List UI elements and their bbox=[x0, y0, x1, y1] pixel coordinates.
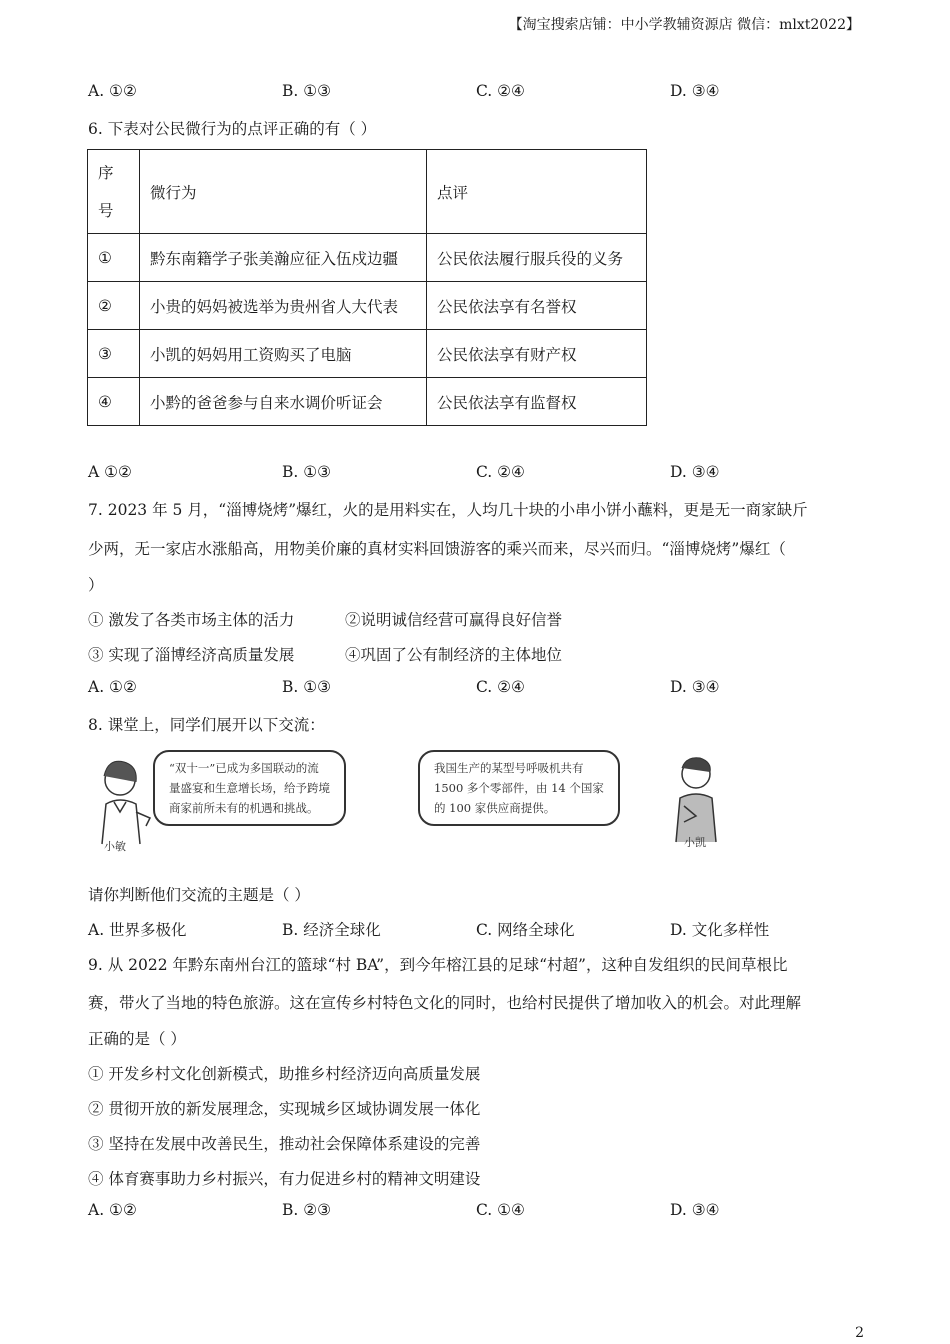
q9-options bbox=[88, 1201, 868, 1223]
option-a: A. ①② bbox=[88, 1201, 137, 1219]
q7-statement-2: ②说明诚信经营可赢得良好信誉 bbox=[345, 611, 563, 629]
speech-bubble-right: 我国生产的某型号呼吸机共有 1500 多个零部件，由 14 个国家 的 100 家供应商提供。 bbox=[418, 750, 620, 826]
q9-stem-line1: 9. 从 2022 年黔东南州台江的篮球“村 BA”，到今年榕江县的足球“村超”，这种自发组织的民间草根比 bbox=[88, 956, 788, 974]
q9-stem-line3: 正确的是（ ） bbox=[88, 1030, 186, 1048]
q9-statement-1: ① 开发乡村文化创新模式，助推乡村经济迈向高质量发展 bbox=[88, 1065, 481, 1083]
boy-student-figure bbox=[660, 748, 730, 848]
option-b: B. ①③ bbox=[282, 82, 332, 100]
row-behavior: 黔东南籍学子张美瀚应征入伍戍边疆 bbox=[140, 234, 427, 282]
header-behavior: 微行为 bbox=[140, 150, 427, 234]
q6-options bbox=[88, 463, 868, 485]
option-d: D. ③④ bbox=[670, 82, 720, 100]
table-row bbox=[88, 378, 647, 426]
page-header: 【淘宝搜索店铺：中小学教辅资源店 微信：mlxt2022】 bbox=[508, 17, 860, 33]
q8-question: 请你判断他们交流的主题是（ ） bbox=[88, 886, 310, 904]
speaker-right-name: 小凯 bbox=[684, 836, 706, 849]
option-b: B. ①③ bbox=[282, 463, 332, 481]
option-a: A. ①② bbox=[88, 678, 137, 696]
q7-statement-4: ④巩固了公有制经济的主体地位 bbox=[345, 646, 563, 664]
q8-options bbox=[88, 918, 868, 940]
row-behavior: 小凯的妈妈用工资购买了电脑 bbox=[140, 330, 427, 378]
row-comment: 公民依法享有财产权 bbox=[427, 330, 647, 378]
table-row bbox=[88, 282, 647, 330]
header-comment: 点评 bbox=[427, 150, 647, 234]
q8-comic bbox=[88, 742, 728, 862]
row-comment: 公民依法履行服兵役的义务 bbox=[427, 234, 647, 282]
row-index: ③ bbox=[88, 330, 140, 378]
speech-bubble-left: “双十一”已成为多国联动的流 量盛宴和生意增长场，给予跨境 商家前所未有的机遇和挑战。 bbox=[153, 750, 346, 826]
option-b: B. ②③ bbox=[282, 1201, 332, 1219]
q6-table bbox=[87, 149, 647, 426]
q9-stem-line2: 赛，带火了当地的特色旅游。这在宣传乡村特色文化的同时，也给村民提供了增加收入的机会。对此理解 bbox=[88, 994, 802, 1012]
row-index: ④ bbox=[88, 378, 140, 426]
speaker-left-name: 小敏 bbox=[104, 840, 126, 853]
row-index: ① bbox=[88, 234, 140, 282]
option-c: C. 网络全球化 bbox=[476, 921, 575, 939]
q9-statement-2: ② 贯彻开放的新发展理念，实现城乡区域协调发展一体化 bbox=[88, 1100, 481, 1118]
q9-statement-4: ④ 体育赛事助力乡村振兴，有力促进乡村的精神文明建设 bbox=[88, 1170, 481, 1188]
row-index: ② bbox=[88, 282, 140, 330]
header-index: 序 号 bbox=[88, 150, 140, 234]
option-d: D. ③④ bbox=[670, 678, 720, 696]
q7-statement-3: ③ 实现了淄博经济高质量发展 bbox=[88, 646, 295, 664]
option-c: C. ②④ bbox=[476, 463, 525, 481]
table-header-row bbox=[88, 150, 647, 234]
table-row bbox=[88, 330, 647, 378]
option-a: A. ①② bbox=[88, 82, 137, 100]
row-behavior: 小贵的妈妈被选举为贵州省人大代表 bbox=[140, 282, 427, 330]
option-d: D. 文化多样性 bbox=[670, 921, 770, 939]
q7-stem-line1: 7. 2023 年 5 月，“淄博烧烤”爆红，火的是用料实在，人均几十块的小串小饼小蘸料，更是无一商家缺斤 bbox=[88, 501, 808, 519]
q7-options bbox=[88, 678, 868, 700]
page-number: 2 bbox=[855, 1325, 864, 1341]
girl-student-figure bbox=[88, 752, 158, 852]
option-d: D. ③④ bbox=[670, 1201, 720, 1219]
option-d: D. ③④ bbox=[670, 463, 720, 481]
q8-stem: 8. 课堂上，同学们展开以下交流： bbox=[88, 716, 325, 734]
q5-options bbox=[88, 82, 868, 104]
option-b: B. ①③ bbox=[282, 678, 332, 696]
option-c: C. ②④ bbox=[476, 82, 525, 100]
row-comment: 公民依法享有名誉权 bbox=[427, 282, 647, 330]
q7-stem-line2: 少两，无一家店水涨船高，用物美价廉的真材实料回馈游客的乘兴而来，尽兴而归。“淄博烧烤”爆红（ bbox=[88, 540, 786, 558]
q7-stem-line3: ） bbox=[88, 576, 104, 594]
option-c: C. ①④ bbox=[476, 1201, 525, 1219]
q7-statement-1: ① 激发了各类市场主体的活力 bbox=[88, 611, 295, 629]
row-comment: 公民依法享有监督权 bbox=[427, 378, 647, 426]
table-row bbox=[88, 234, 647, 282]
option-b: B. 经济全球化 bbox=[282, 921, 381, 939]
q9-statement-3: ③ 坚持在发展中改善民生，推动社会保障体系建设的完善 bbox=[88, 1135, 481, 1153]
option-a: A. 世界多极化 bbox=[88, 921, 187, 939]
option-a: A ①② bbox=[88, 463, 132, 481]
q6-stem: 6. 下表对公民微行为的点评正确的有（ ） bbox=[88, 120, 377, 138]
row-behavior: 小黔的爸爸参与自来水调价听证会 bbox=[140, 378, 427, 426]
option-c: C. ②④ bbox=[476, 678, 525, 696]
